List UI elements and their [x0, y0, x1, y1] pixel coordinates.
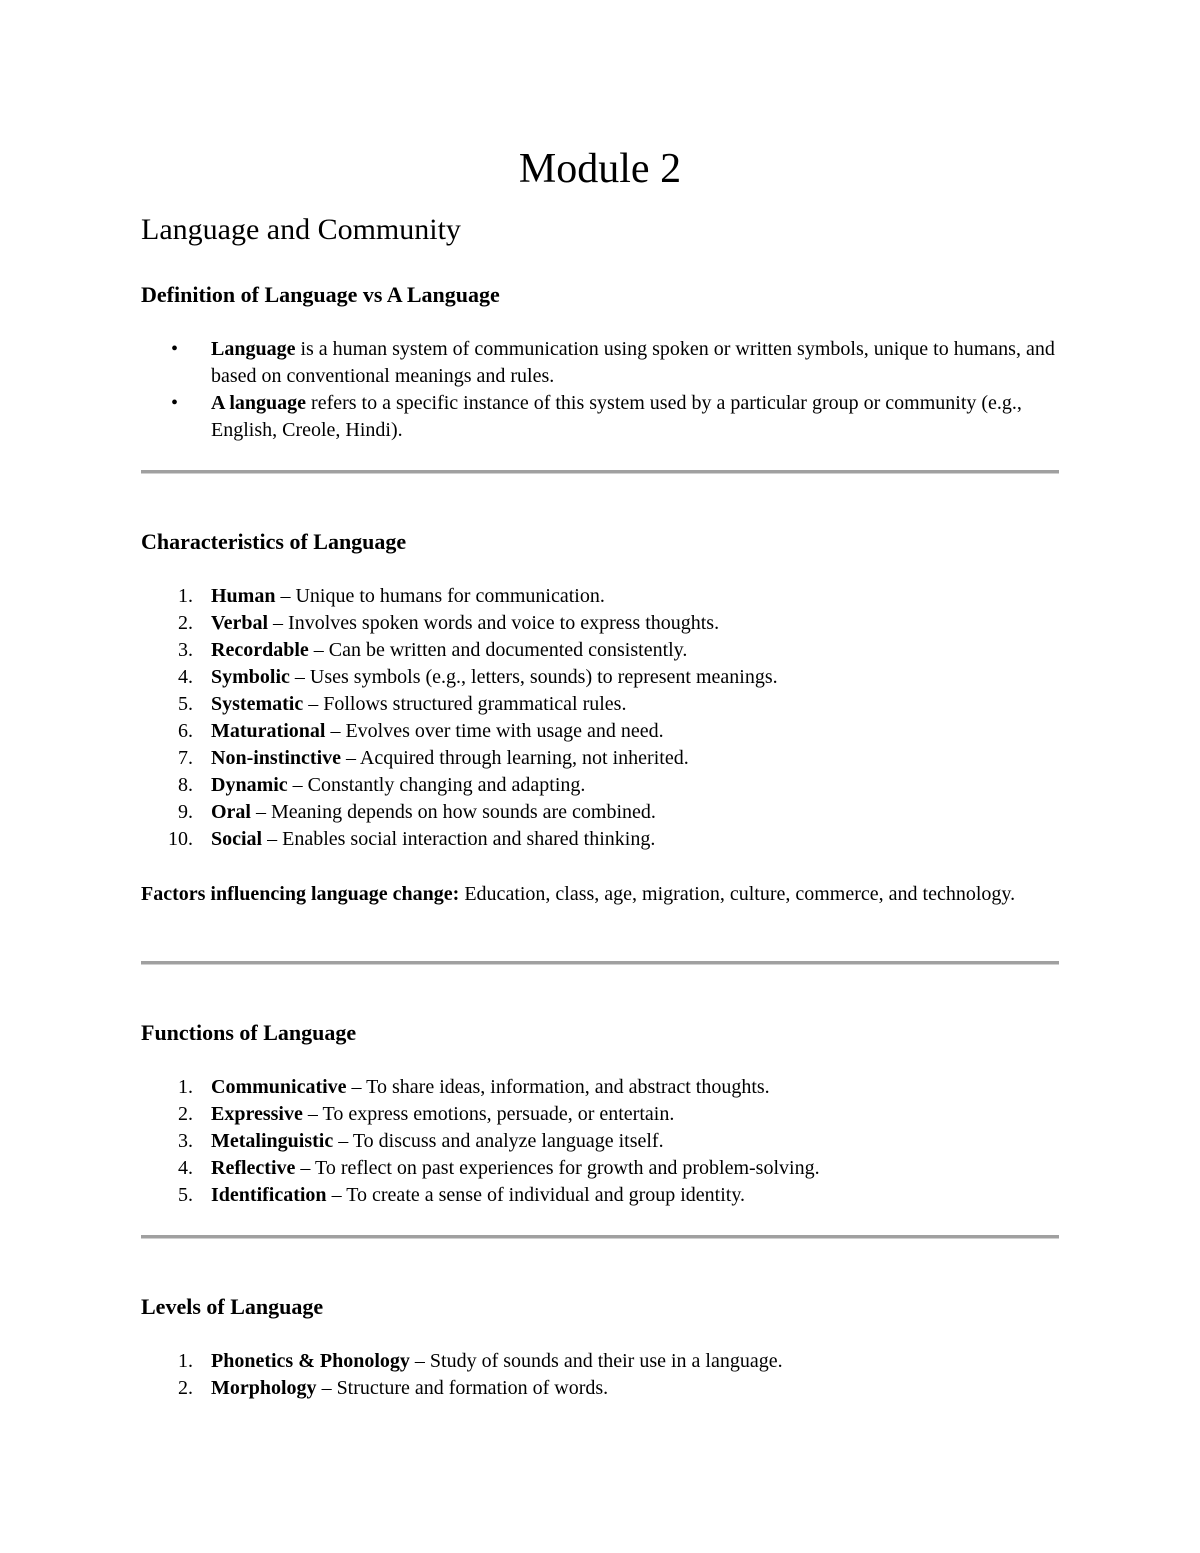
- page-title: Module 2: [518, 146, 682, 192]
- note-term: Factors influencing language change:: [141, 883, 460, 905]
- item-text: – Unique to humans for communication.: [275, 585, 605, 607]
- bullet-marker: •: [171, 338, 179, 360]
- item-number: 1.: [178, 585, 193, 607]
- definition-list: [141, 336, 1061, 444]
- list-item: [141, 610, 1061, 637]
- list-item: [141, 1375, 1061, 1402]
- item-term: Expressive: [211, 1103, 303, 1125]
- item-term: Communicative: [211, 1076, 347, 1098]
- list-item: [141, 745, 1061, 772]
- section-heading-functions: Functions of Language: [141, 1020, 357, 1045]
- list-item: [141, 390, 1061, 444]
- list-item: [141, 772, 1061, 799]
- item-number: 4.: [178, 1157, 193, 1179]
- item-term: Identification: [211, 1184, 327, 1206]
- list-item: [141, 691, 1061, 718]
- note-text: Education, class, age, migration, culture, commerce, and technology.: [459, 883, 1016, 905]
- item-text: – Structure and formation of words.: [316, 1377, 609, 1399]
- item-number: 2.: [178, 1103, 193, 1125]
- item-term: Dynamic: [211, 774, 288, 796]
- item-term: Verbal: [211, 612, 269, 634]
- item-text: – Involves spoken words and voice to express thoughts.: [268, 612, 720, 634]
- horizontal-divider: [141, 470, 1059, 474]
- list-item: [141, 583, 1061, 610]
- item-term: Recordable: [211, 639, 309, 661]
- bullet-marker: •: [171, 392, 179, 414]
- item-number: 8.: [178, 774, 193, 796]
- item-term: Maturational: [211, 720, 326, 742]
- item-number: 2.: [178, 1377, 193, 1399]
- list-item: [141, 718, 1061, 745]
- list-item: [141, 826, 1061, 853]
- list-item: [141, 336, 1061, 390]
- item-text: – To create a sense of individual and group identity.: [326, 1184, 746, 1206]
- item-text: – Meaning depends on how sounds are combined.: [251, 801, 656, 823]
- language-change-note: [141, 881, 1061, 908]
- item-term: Social: [211, 828, 263, 850]
- item-text: – Evolves over time with usage and need.: [325, 720, 664, 742]
- horizontal-divider: [141, 1235, 1059, 1239]
- item-text: – To share ideas, information, and abstract thoughts.: [346, 1076, 770, 1098]
- item-number: 5.: [178, 693, 193, 715]
- horizontal-divider: [141, 961, 1059, 965]
- item-text: – To discuss and analyze language itself.: [333, 1130, 664, 1152]
- list-item: [141, 1074, 1061, 1101]
- item-number: 10.: [168, 828, 193, 850]
- item-number: 9.: [178, 801, 193, 823]
- list-item: [141, 1348, 1061, 1375]
- item-number: 5.: [178, 1184, 193, 1206]
- item-term: Morphology: [211, 1377, 317, 1399]
- item-text: – To reflect on past experiences for growth and problem-solving.: [295, 1157, 820, 1179]
- item-text: – Can be written and documented consistently.: [308, 639, 688, 661]
- list-item: [141, 664, 1061, 691]
- item-term: Non-instinctive: [211, 747, 341, 769]
- page-subtitle: Language and Community: [141, 213, 461, 246]
- item-term: Reflective: [211, 1157, 296, 1179]
- list-item: [141, 1182, 1061, 1209]
- list-item: [141, 799, 1061, 826]
- item-number: 6.: [178, 720, 193, 742]
- section-heading-levels: Levels of Language: [141, 1294, 324, 1319]
- item-term: Metalinguistic: [211, 1130, 334, 1152]
- item-term: Language: [211, 338, 296, 360]
- item-text: – Uses symbols (e.g., letters, sounds) to represent meanings.: [289, 666, 778, 688]
- item-number: 4.: [178, 666, 193, 688]
- functions-list: [141, 1074, 1061, 1209]
- item-number: 1.: [178, 1350, 193, 1372]
- item-text: – Study of sounds and their use in a language.: [409, 1350, 783, 1372]
- item-term: Oral: [211, 801, 251, 823]
- item-text: – Constantly changing and adapting.: [287, 774, 586, 796]
- list-item: [141, 1155, 1061, 1182]
- item-number: 3.: [178, 1130, 193, 1152]
- item-term: Human: [211, 585, 276, 607]
- item-text: – To express emotions, persuade, or entertain.: [302, 1103, 675, 1125]
- item-number: 3.: [178, 639, 193, 661]
- characteristics-list: [141, 583, 1061, 853]
- item-text: – Follows structured grammatical rules.: [303, 693, 627, 715]
- list-item: [141, 637, 1061, 664]
- item-number: 7.: [178, 747, 193, 769]
- item-term: Phonetics & Phonology: [211, 1350, 410, 1372]
- item-text: – Acquired through learning, not inherited.: [341, 747, 689, 769]
- item-term: A language: [211, 392, 307, 414]
- list-item: [141, 1101, 1061, 1128]
- item-number: 2.: [178, 612, 193, 634]
- section-heading-characteristics: Characteristics of Language: [141, 529, 407, 554]
- item-term: Systematic: [211, 693, 304, 715]
- list-item: [141, 1128, 1061, 1155]
- item-text: is a human system of communication using spoken or written symbols, unique to humans, and based on conventional meanings and rules.: [211, 338, 1055, 387]
- item-number: 1.: [178, 1076, 193, 1098]
- section-heading-definition: Definition of Language vs A Language: [141, 282, 500, 307]
- levels-list: [141, 1348, 1061, 1402]
- item-term: Symbolic: [211, 666, 290, 688]
- item-text: refers to a specific instance of this system used by a particular group or community (e.g., English, Creole, Hindi).: [211, 392, 1022, 441]
- item-text: – Enables social interaction and shared thinking.: [262, 828, 656, 850]
